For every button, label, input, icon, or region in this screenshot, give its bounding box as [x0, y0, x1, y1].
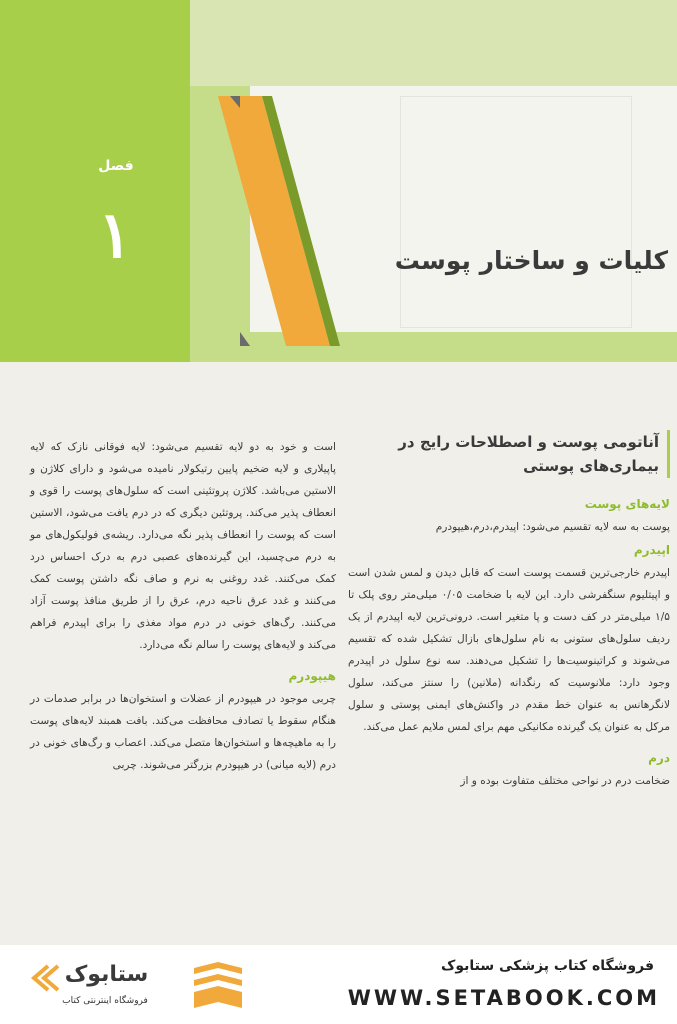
layers-text: پوست به سه لایه تقسیم می‌شود: اپیدرم،درم،هیپودرم: [435, 521, 670, 533]
header-faint-diagram: [400, 96, 632, 328]
left-column: [30, 436, 336, 776]
header-top-stripe: [140, 0, 677, 86]
store-url[interactable]: WWW.SETABOOK.COM: [347, 986, 660, 1010]
header-green-block: [0, 0, 190, 362]
right-column: [348, 430, 670, 792]
brand-subtitle: فروشگاه اینترنتی کتاب: [62, 996, 148, 1006]
section-title-box: [348, 430, 670, 478]
hypodermis-heading: هیپودرم: [288, 669, 336, 683]
epidermis-text: اپیدرم خارجی‌ترین قسمت پوست است که قابل دیدن و لمس شدن است و اپیتلیوم سنگفرشی دارد. این لایه با ضخامت ۰/۰۵ میلی‌متر روی پلک تا ۱/۵ میلی‌متر در کف دست و پا متغیر است. درونی‌ترین لایه اپیدرم از یک ردیف سلول‌های ستونی به نام سلول‌های بازال تشکیل شده که تقسیم می‌شوند و کراتینوسیت‌ها را تشکیل می‌دهند. سه نوع سلول در اپیدرم وجود دارد: ملانوسیت که رنگدانه (ملانین) را سنتز می‌کند، سلول لانگرهانس به عنوان خط مقدم در واکنش‌های ایمنی پوستی و سلول مرکل به عنوان یک گیرنده مکانیکی مهم برای لمس ملایم عمل می‌کند.: [348, 567, 670, 733]
dermis-continued-text: است و خود به دو لایه تقسیم می‌شود: لایه فوقانی نازک که لایه پاپیلاری و لایه ضخیم پایین رتیکولار نامیده می‌شود و دارای کلاژن و الاستین می‌باشد. کلاژن پروتئینی است که سلول‌های پوست را قوی و انعطاف پذیر می‌کند. پروتئین دیگری که در درم یافت می‌شود، الاستین است که پوست را انعطاف پذیر نگه می‌دارد. ریشه‌ی فولیکول‌های مو به درم می‌چسبد، این گیرنده‌های عصبی درم به درک احساس درد کمک می‌کنند. غدد روغنی به نرم و صاف نگه داشتن پوست کمک می‌کنند و غدد عرق ناحیه درم، عرق را از طریق منافذ پوست آزاد می‌کنند. رگ‌های خونی در درم مواد مغذی را برای اپیدرم فراهم می‌کند و لایه‌های پوست را سالم نگه می‌دارد.: [30, 441, 336, 651]
store-name: فروشگاه کتاب پزشکی ستابوک: [441, 958, 654, 974]
hypodermis-text: چربی موجود در هیپودرم از عضلات و استخوان‌ها در برابر صدمات در هنگام سقوط یا تصادف محافظت می‌کند. بافت همبند لایه‌های پوست را به ماهیچه‌ها و استخوان‌ها متصل می‌کند. اعصاب و رگ‌های خونی در درم (لایه میانی) در هیپودرم بزرگتر می‌شوند. چربی: [30, 693, 336, 771]
section-title-line2: بیماری‌های پوستی: [523, 457, 659, 475]
book-logo-icon: [190, 960, 246, 1012]
epidermis-heading: اپیدرم: [633, 543, 670, 557]
chapter-label: فصل: [98, 158, 134, 174]
brand-name: ستابوک: [64, 962, 149, 987]
chapter-number: ۱: [97, 198, 133, 273]
layers-heading: لایه‌های پوست: [584, 497, 670, 511]
chapter-title: کلیات و ساختار پوست: [394, 246, 668, 275]
section-title-line1: آناتومی پوست و اصطلاحات رایج در: [398, 433, 659, 451]
dermis-heading: درم: [648, 751, 670, 765]
chapter-ribbon-decoration: [210, 96, 340, 362]
dermis-text: ضخامت درم در نواحی مختلف متفاوت بوده و از: [460, 775, 670, 787]
